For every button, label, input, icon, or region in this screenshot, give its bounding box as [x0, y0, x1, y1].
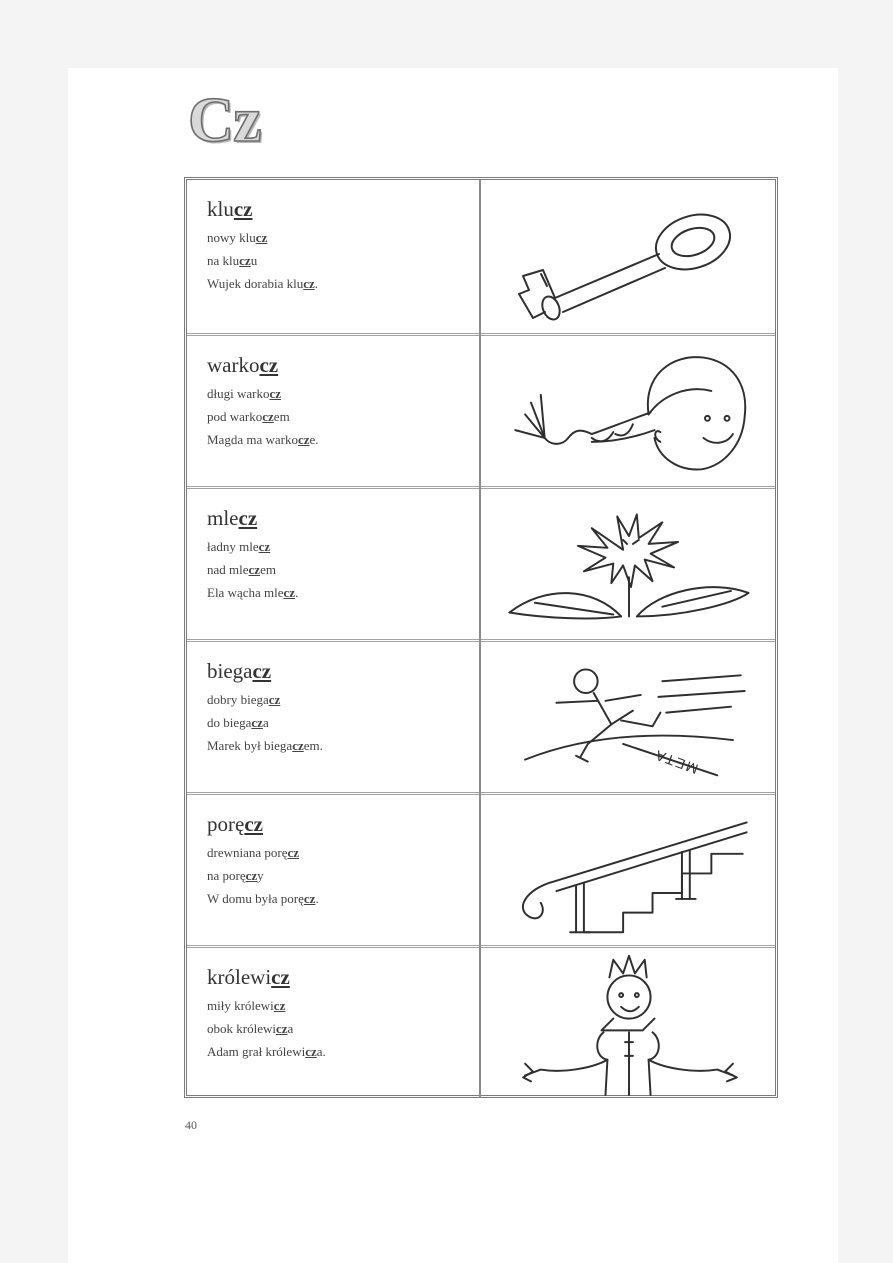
example-line: W domu była poręcz.: [207, 891, 319, 906]
word-card-text: [187, 642, 481, 792]
headword: biegacz: [207, 659, 272, 683]
page-title: Cz: [188, 84, 261, 155]
word-card: [187, 945, 775, 1098]
prince-icon: [483, 948, 775, 1098]
page-number: 40: [185, 1118, 197, 1132]
word-card-text: [187, 336, 481, 486]
example-line: nowy klucz: [207, 230, 268, 245]
example-line: Magda ma warkocze.: [207, 432, 319, 447]
word-card-text: [187, 180, 481, 333]
key-icon: [483, 180, 775, 333]
word-card: [187, 792, 775, 945]
example-line: na kluczu: [207, 253, 258, 268]
word-card: [187, 639, 775, 792]
runner-icon: [483, 642, 775, 792]
example-line: Ela wącha mlecz.: [207, 585, 299, 600]
headword: królewicz: [207, 965, 290, 989]
word-card-text: [187, 795, 481, 945]
example-line: Wujek dorabia klucz.: [207, 276, 319, 291]
finish-line-label: META: [651, 746, 701, 778]
word-card: [187, 486, 775, 639]
example-line: miły królewicz: [207, 998, 286, 1013]
example-line: drewniana poręcz: [207, 845, 300, 860]
example-line: Marek był biegaczem.: [207, 738, 323, 753]
dandelion-icon: [483, 489, 775, 639]
example-line: dobry biegacz: [207, 692, 281, 707]
word-card-text: [187, 948, 481, 1098]
headword: mlecz: [207, 506, 258, 530]
example-line: pod warkoczem: [207, 409, 290, 424]
handrail-icon: [483, 795, 775, 945]
headword: klucz: [207, 197, 253, 221]
word-card-text: [187, 489, 481, 639]
headword: poręcz: [207, 812, 263, 836]
example-line: Adam grał królewicza.: [207, 1044, 326, 1059]
example-line: obok królewicza: [207, 1021, 294, 1036]
example-line: na poręczy: [207, 868, 264, 883]
example-line: długi warkocz: [207, 386, 282, 401]
word-card: [187, 333, 775, 486]
word-card-grid: [184, 177, 778, 1098]
example-line: do biegacza: [207, 715, 269, 730]
word-card: [187, 180, 775, 333]
column-divider: [479, 180, 481, 1095]
girl-braid-icon: [483, 336, 775, 486]
example-line: nad mleczem: [207, 562, 276, 577]
headword: warkocz: [207, 353, 279, 377]
example-line: ładny mlecz: [207, 539, 271, 554]
